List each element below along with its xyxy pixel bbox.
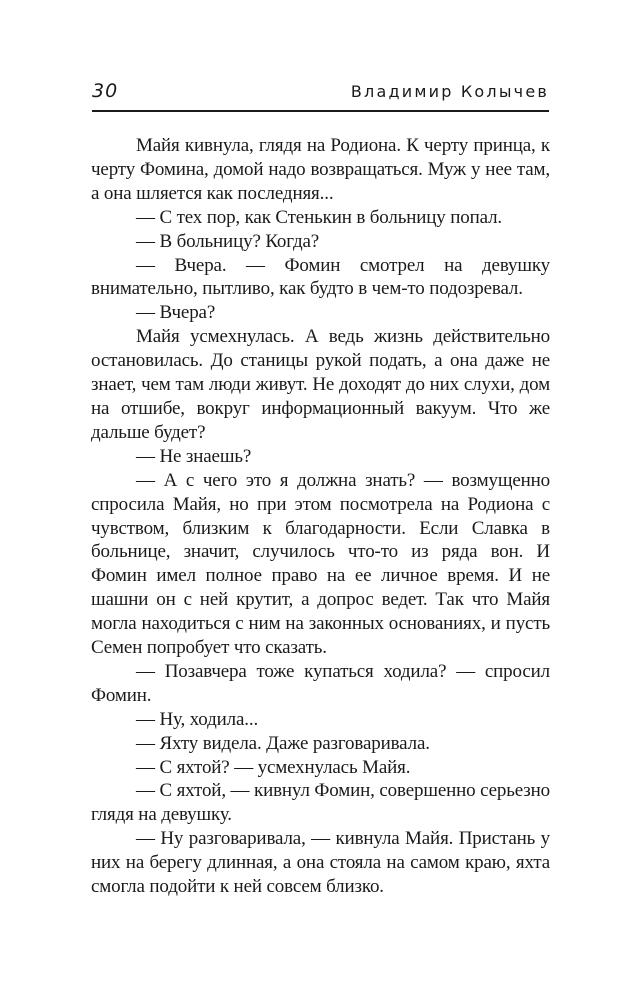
header-rule xyxy=(92,110,549,112)
paragraph: — Позавчера тоже купаться ходила? — спросил Фомин. xyxy=(91,660,550,706)
page-header xyxy=(92,80,549,104)
paragraph: — Не знаешь? xyxy=(136,445,252,467)
page-number: 30 xyxy=(92,80,119,102)
paragraph: — А с чего это я должна знать? — возмущенно спросила Майя, но при этом посмотрела на Родиона с чувством, близким к благодарности. Если Славка в больнице, значит, случилось что-то из ряда вон. И Фомин имел полное право на ее личное время. И не шашни он с ней крутит, а допрос ведет. Так что Майя могла находиться с ним на законных основаниях, и пусть Семен попробует что сказать. xyxy=(91,469,550,659)
paragraph: — Ну разговаривала, — кивнула Майя. Пристань у них на берегу длинная, а она стояла на самом краю, яхта смогла подойти к ней совсем близко. xyxy=(91,828,550,898)
paragraph: — В больницу? Когда? xyxy=(136,230,320,252)
paragraph: — С яхтой, — кивнул Фомин, совершенно серьезно глядя на девушку. xyxy=(91,780,550,826)
body-text xyxy=(91,134,550,899)
paragraph: — Яхту видела. Даже разговаривала. xyxy=(136,732,430,754)
paragraph: — Вчера. — Фомин смотрел на девушку внимательно, пытливо, как будто в чем-то подозревал. xyxy=(91,254,550,300)
paragraph: — Ну, ходила... xyxy=(136,708,259,730)
paragraph: — Вчера? xyxy=(136,302,216,324)
paragraph: Майя усмехнулась. А ведь жизнь действительно остановилась. До станицы рукой подать, а она даже не знает, чем там люди живут. Не доходят до них слухи, дом на отшибе, вокруг информационный вакуум. Что же дальше будет? xyxy=(91,326,550,443)
paragraph: Майя кивнула, глядя на Родиона. К черту принца, к черту Фомина, домой надо возвращаться. Муж у нее там, а она шляется как последняя... xyxy=(91,135,550,204)
paragraph: — С тех пор, как Стенькин в больницу попал. xyxy=(136,206,502,228)
paragraph: — С яхтой? — усмехнулась Майя. xyxy=(136,756,411,778)
running-head-author: Владимир Колычев xyxy=(350,82,549,101)
